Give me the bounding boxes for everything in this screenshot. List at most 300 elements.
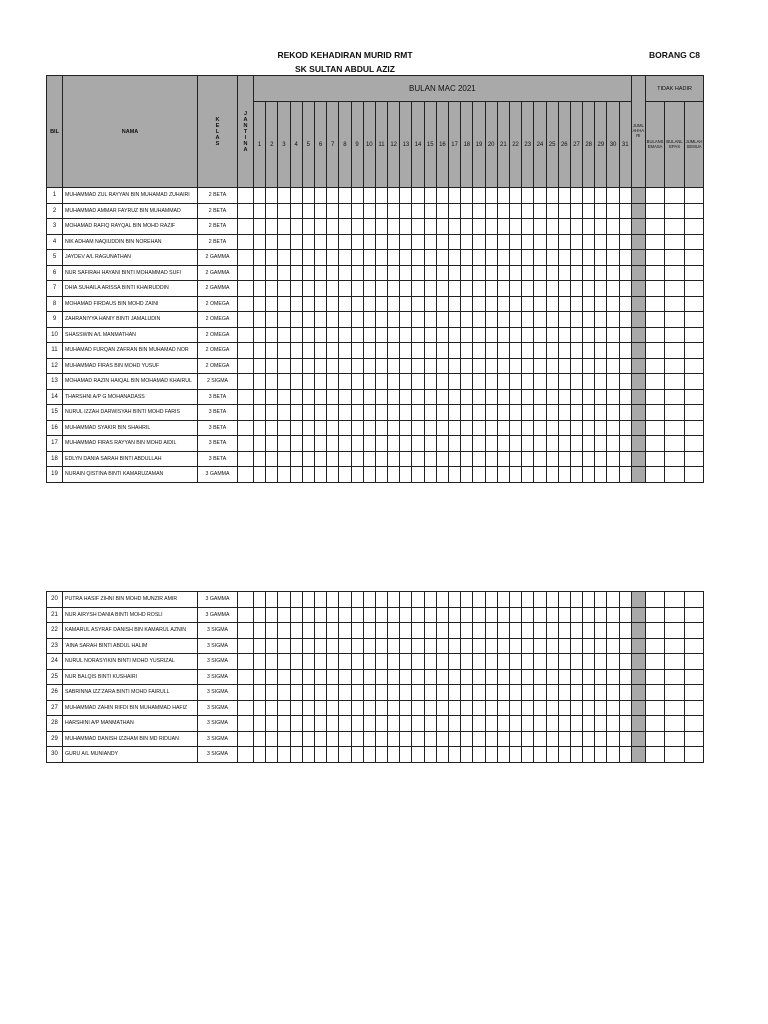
attendance-cell: [363, 607, 375, 623]
attendance-cell: [266, 296, 278, 312]
attendance-cell: [400, 250, 412, 266]
table-row: [47, 250, 704, 266]
attendance-cell: [558, 451, 570, 467]
attendance-cell: [424, 747, 436, 763]
attendance-cell: [339, 669, 351, 685]
attendance-cell: [570, 607, 582, 623]
row-jumlah-hari: [631, 607, 645, 623]
attendance-cell: [314, 405, 326, 421]
table-row: [47, 296, 704, 312]
attendance-cell: [558, 747, 570, 763]
attendance-cell: [461, 436, 473, 452]
attendance-cell: [595, 592, 607, 608]
attendance-cell: [339, 405, 351, 421]
attendance-cell: [558, 281, 570, 297]
row-jantina: [238, 234, 254, 250]
attendance-cell: [363, 654, 375, 670]
attendance-cell: [314, 731, 326, 747]
attendance-cell: [534, 700, 546, 716]
attendance-cell: [449, 188, 461, 204]
attendance-cell: [400, 234, 412, 250]
attendance-cell: [485, 265, 497, 281]
row-kelas: 2 OMEGA: [198, 343, 238, 359]
attendance-cell: [314, 327, 326, 343]
attendance-cell: [424, 265, 436, 281]
attendance-cell: [449, 265, 461, 281]
report-title: REKOD KEHADIRAN MURID RMT: [277, 50, 413, 60]
attendance-cell: [534, 234, 546, 250]
attendance-cell: [266, 700, 278, 716]
attendance-cell: [485, 592, 497, 608]
table-row: [47, 234, 704, 250]
attendance-cell: [497, 654, 509, 670]
attendance-cell: [583, 420, 595, 436]
table-row: [47, 203, 704, 219]
attendance-cell: [339, 234, 351, 250]
row-bulan-semasa: [645, 312, 665, 328]
attendance-cell: [509, 188, 521, 204]
row-jumlah-hari: [631, 638, 645, 654]
attendance-cell: [509, 685, 521, 701]
attendance-cell: [534, 358, 546, 374]
row-jumlah-hari: [631, 700, 645, 716]
attendance-cell: [424, 623, 436, 639]
attendance-cell: [266, 234, 278, 250]
attendance-cell: [363, 265, 375, 281]
attendance-cell: [302, 250, 314, 266]
row-jumlah-semua: [684, 389, 704, 405]
attendance-cell: [509, 451, 521, 467]
attendance-cell: [302, 654, 314, 670]
attendance-cell: [449, 281, 461, 297]
attendance-cell: [424, 685, 436, 701]
row-bulan-lepas: [665, 716, 685, 732]
attendance-cell: [509, 747, 521, 763]
attendance-cell: [327, 607, 339, 623]
attendance-cell: [607, 188, 619, 204]
attendance-cell: [509, 296, 521, 312]
attendance-cell: [339, 250, 351, 266]
attendance-cell: [388, 234, 400, 250]
row-jantina: [238, 203, 254, 219]
attendance-cell: [522, 389, 534, 405]
row-bulan-semasa: [645, 731, 665, 747]
attendance-cell: [327, 747, 339, 763]
attendance-cell: [290, 265, 302, 281]
attendance-cell: [388, 731, 400, 747]
attendance-cell: [570, 669, 582, 685]
attendance-cell: [473, 219, 485, 235]
attendance-cell: [497, 747, 509, 763]
attendance-cell: [339, 203, 351, 219]
day-header-8: 8: [339, 102, 351, 188]
attendance-cell: [509, 281, 521, 297]
attendance-cell: [254, 451, 266, 467]
attendance-cell: [461, 343, 473, 359]
attendance-cell: [522, 638, 534, 654]
attendance-cell: [449, 420, 461, 436]
attendance-cell: [534, 389, 546, 405]
day-header-13: 13: [400, 102, 412, 188]
attendance-cell: [558, 592, 570, 608]
attendance-cell: [497, 467, 509, 483]
attendance-cell: [534, 405, 546, 421]
attendance-cell: [473, 451, 485, 467]
attendance-cell: [254, 654, 266, 670]
row-jumlah-semua: [684, 623, 704, 639]
attendance-cell: [436, 669, 448, 685]
attendance-cell: [363, 296, 375, 312]
attendance-cell: [449, 234, 461, 250]
row-nama: MUHAMMAD ZAHIN RIFDI BIN MUHAMMAD HAFIZ: [63, 700, 198, 716]
attendance-cell: [497, 592, 509, 608]
row-jumlah-hari: [631, 716, 645, 732]
attendance-cell: [497, 343, 509, 359]
attendance-cell: [400, 327, 412, 343]
attendance-cell: [449, 654, 461, 670]
row-bulan-semasa: [645, 638, 665, 654]
attendance-cell: [570, 374, 582, 390]
attendance-cell: [388, 312, 400, 328]
row-jumlah-semua: [684, 638, 704, 654]
row-bulan-lepas: [665, 281, 685, 297]
attendance-cell: [509, 312, 521, 328]
day-header-21: 21: [497, 102, 509, 188]
row-kelas: 3 BETA: [198, 405, 238, 421]
row-jumlah-hari: [631, 343, 645, 359]
attendance-cell: [278, 312, 290, 328]
attendance-cell: [327, 188, 339, 204]
attendance-cell: [412, 265, 424, 281]
row-nama: EDLYN DANIA SARAH BINTI ABDULLAH: [63, 451, 198, 467]
table-row: [47, 281, 704, 297]
attendance-cell: [327, 467, 339, 483]
attendance-cell: [607, 420, 619, 436]
attendance-cell: [400, 296, 412, 312]
row-nama: THARSHNI A/P G MOHANADASS: [63, 389, 198, 405]
attendance-cell: [375, 451, 387, 467]
attendance-cell: [522, 420, 534, 436]
row-jantina: [238, 265, 254, 281]
attendance-cell: [302, 669, 314, 685]
attendance-cell: [461, 669, 473, 685]
attendance-cell: [314, 389, 326, 405]
row-nama: MUHAMMAD DANISH IZZHAM BIN MD RIDUAN: [63, 731, 198, 747]
row-bil: 1: [47, 188, 63, 204]
attendance-cell: [375, 420, 387, 436]
attendance-cell: [278, 467, 290, 483]
attendance-cell: [278, 654, 290, 670]
attendance-cell: [412, 623, 424, 639]
row-bulan-lepas: [665, 623, 685, 639]
attendance-cell: [485, 700, 497, 716]
attendance-cell: [583, 731, 595, 747]
attendance-cell: [583, 312, 595, 328]
attendance-cell: [619, 592, 631, 608]
attendance-cell: [534, 451, 546, 467]
attendance-cell: [449, 405, 461, 421]
attendance-cell: [546, 747, 558, 763]
row-bil: 26: [47, 685, 63, 701]
attendance-cell: [363, 623, 375, 639]
attendance-cell: [266, 747, 278, 763]
row-jumlah-semua: [684, 747, 704, 763]
attendance-cell: [266, 250, 278, 266]
attendance-cell: [351, 607, 363, 623]
attendance-cell: [570, 654, 582, 670]
attendance-cell: [388, 265, 400, 281]
attendance-cell: [363, 358, 375, 374]
attendance-cell: [436, 265, 448, 281]
attendance-cell: [522, 669, 534, 685]
attendance-cell: [363, 592, 375, 608]
row-jumlah-hari: [631, 203, 645, 219]
attendance-cell: [424, 467, 436, 483]
attendance-cell: [375, 700, 387, 716]
attendance-cell: [327, 436, 339, 452]
row-bulan-semasa: [645, 203, 665, 219]
attendance-cell: [461, 623, 473, 639]
row-jantina: [238, 405, 254, 421]
attendance-cell: [461, 654, 473, 670]
attendance-cell: [461, 592, 473, 608]
row-nama: NURUL IZZAH DARWISYAH BINTI MOHD FARIS: [63, 405, 198, 421]
attendance-cell: [595, 623, 607, 639]
attendance-cell: [302, 716, 314, 732]
attendance-cell: [619, 358, 631, 374]
attendance-cell: [254, 234, 266, 250]
attendance-cell: [278, 747, 290, 763]
attendance-cell: [254, 669, 266, 685]
attendance-cell: [314, 700, 326, 716]
attendance-cell: [497, 188, 509, 204]
row-jumlah-semua: [684, 250, 704, 266]
attendance-cell: [570, 219, 582, 235]
row-jumlah-hari: [631, 731, 645, 747]
attendance-cell: [351, 669, 363, 685]
attendance-cell: [290, 389, 302, 405]
attendance-cell: [522, 451, 534, 467]
row-nama: DHIA SUHAILA ARISSA BINTI KHAIRUDDIN: [63, 281, 198, 297]
attendance-cell: [534, 312, 546, 328]
attendance-cell: [266, 638, 278, 654]
attendance-cell: [351, 219, 363, 235]
row-bulan-lepas: [665, 234, 685, 250]
attendance-cell: [314, 203, 326, 219]
attendance-cell: [266, 685, 278, 701]
attendance-cell: [595, 420, 607, 436]
attendance-cell: [327, 654, 339, 670]
row-bulan-lepas: [665, 685, 685, 701]
attendance-cell: [278, 405, 290, 421]
attendance-cell: [254, 358, 266, 374]
attendance-cell: [375, 203, 387, 219]
row-jumlah-hari: [631, 281, 645, 297]
attendance-cell: [278, 700, 290, 716]
attendance-cell: [436, 700, 448, 716]
attendance-cell: [558, 327, 570, 343]
attendance-cell: [412, 592, 424, 608]
row-jumlah-hari: [631, 296, 645, 312]
table-row: [47, 327, 704, 343]
attendance-cell: [424, 654, 436, 670]
row-jumlah-hari: [631, 389, 645, 405]
attendance-cell: [558, 623, 570, 639]
row-bulan-semasa: [645, 389, 665, 405]
row-bil: 18: [47, 451, 63, 467]
attendance-cell: [509, 250, 521, 266]
attendance-cell: [436, 312, 448, 328]
attendance-cell: [485, 685, 497, 701]
attendance-cell: [485, 436, 497, 452]
attendance-cell: [546, 420, 558, 436]
table-row: [47, 312, 704, 328]
row-kelas: 2 GAMMA: [198, 265, 238, 281]
row-kelas: 3 SIGMA: [198, 700, 238, 716]
attendance-cell: [473, 405, 485, 421]
attendance-cell: [351, 716, 363, 732]
row-jantina: [238, 654, 254, 670]
row-jantina: [238, 592, 254, 608]
attendance-cell: [595, 327, 607, 343]
attendance-cell: [375, 731, 387, 747]
row-jumlah-semua: [684, 436, 704, 452]
attendance-cell: [607, 669, 619, 685]
attendance-cell: [351, 203, 363, 219]
attendance-cell: [607, 250, 619, 266]
attendance-cell: [375, 358, 387, 374]
attendance-cell: [473, 296, 485, 312]
attendance-cell: [424, 374, 436, 390]
row-nama: MUHAMAD FURQAN ZAFRAN BIN MUHAMAD NOR: [63, 343, 198, 359]
attendance-cell: [509, 374, 521, 390]
attendance-cell: [570, 327, 582, 343]
attendance-cell: [473, 234, 485, 250]
attendance-cell: [266, 623, 278, 639]
attendance-cell: [473, 592, 485, 608]
attendance-cell: [412, 747, 424, 763]
row-bulan-lepas: [665, 358, 685, 374]
attendance-cell: [266, 654, 278, 670]
attendance-cell: [461, 312, 473, 328]
row-bil: 30: [47, 747, 63, 763]
attendance-cell: [607, 731, 619, 747]
attendance-cell: [339, 716, 351, 732]
attendance-cell: [375, 716, 387, 732]
day-header-31: 31: [619, 102, 631, 188]
attendance-cell: [375, 343, 387, 359]
day-header-5: 5: [302, 102, 314, 188]
day-header-12: 12: [388, 102, 400, 188]
row-bulan-semasa: [645, 592, 665, 608]
attendance-cell: [254, 716, 266, 732]
attendance-cell: [449, 685, 461, 701]
row-jantina: [238, 747, 254, 763]
attendance-cell: [473, 654, 485, 670]
header-jantina: J A N T I N A: [238, 76, 254, 188]
row-jantina: [238, 623, 254, 639]
attendance-cell: [424, 716, 436, 732]
attendance-cell: [290, 203, 302, 219]
attendance-cell: [436, 607, 448, 623]
attendance-cell: [522, 250, 534, 266]
attendance-cell: [522, 654, 534, 670]
attendance-cell: [485, 747, 497, 763]
attendance-cell: [388, 451, 400, 467]
attendance-cell: [290, 234, 302, 250]
attendance-cell: [497, 731, 509, 747]
day-header-24: 24: [534, 102, 546, 188]
attendance-cell: [558, 607, 570, 623]
row-bil: 20: [47, 592, 63, 608]
attendance-cell: [522, 203, 534, 219]
row-jumlah-hari: [631, 669, 645, 685]
attendance-cell: [607, 343, 619, 359]
attendance-cell: [351, 296, 363, 312]
attendance-cell: [302, 296, 314, 312]
attendance-cell: [570, 250, 582, 266]
table-row: [47, 265, 704, 281]
attendance-cell: [290, 654, 302, 670]
attendance-cell: [570, 296, 582, 312]
attendance-cell: [314, 312, 326, 328]
row-bil: 3: [47, 219, 63, 235]
attendance-cell: [583, 358, 595, 374]
attendance-cell: [449, 312, 461, 328]
attendance-cell: [278, 420, 290, 436]
row-nama: GURU A/L MUNIANDY: [63, 747, 198, 763]
attendance-cell: [412, 203, 424, 219]
row-bulan-semasa: [645, 343, 665, 359]
attendance-cell: [424, 281, 436, 297]
row-jantina: [238, 467, 254, 483]
attendance-cell: [254, 250, 266, 266]
attendance-cell: [497, 685, 509, 701]
attendance-cell: [473, 250, 485, 266]
row-kelas: 2 GAMMA: [198, 250, 238, 266]
attendance-cell: [473, 327, 485, 343]
attendance-cell: [302, 467, 314, 483]
attendance-cell: [546, 281, 558, 297]
attendance-cell: [534, 685, 546, 701]
attendance-cell: [266, 420, 278, 436]
attendance-cell: [339, 327, 351, 343]
row-bulan-lepas: [665, 436, 685, 452]
attendance-cell: [558, 467, 570, 483]
day-header-25: 25: [546, 102, 558, 188]
attendance-cell: [522, 358, 534, 374]
row-bulan-lepas: [665, 188, 685, 204]
attendance-cell: [254, 374, 266, 390]
attendance-cell: [254, 405, 266, 421]
attendance-cell: [388, 374, 400, 390]
attendance-cell: [327, 327, 339, 343]
attendance-cell: [583, 343, 595, 359]
attendance-cell: [570, 638, 582, 654]
attendance-cell: [570, 716, 582, 732]
attendance-cell: [558, 296, 570, 312]
attendance-cell: [278, 188, 290, 204]
row-kelas: 3 BETA: [198, 436, 238, 452]
row-jumlah-semua: [684, 312, 704, 328]
attendance-cell: [595, 312, 607, 328]
table-row: [47, 374, 704, 390]
day-header-30: 30: [607, 102, 619, 188]
table-row: [47, 389, 704, 405]
attendance-cell: [619, 281, 631, 297]
row-jumlah-semua: [684, 327, 704, 343]
attendance-cell: [290, 405, 302, 421]
